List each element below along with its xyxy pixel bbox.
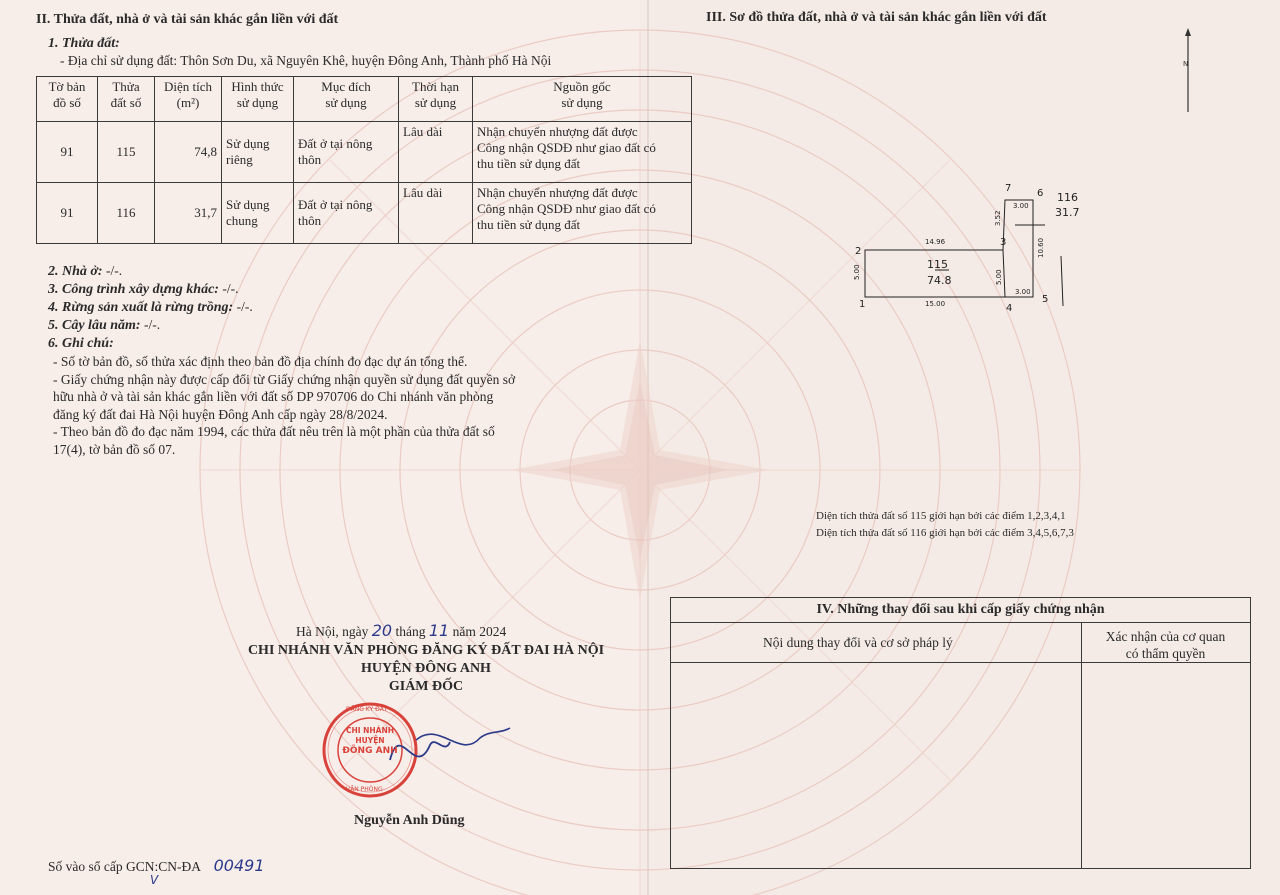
note-line: đăng ký đất đai Hà Nội huyện Đông Anh cấp ngày 28/8/2024. bbox=[53, 406, 388, 422]
dim-label: 3.52 bbox=[994, 210, 1002, 226]
cell-usage-term: Lâu dài bbox=[399, 122, 473, 183]
cell-area: 31,7 bbox=[155, 183, 222, 244]
dim-label: 15.00 bbox=[925, 300, 946, 308]
point-label: 1 bbox=[859, 299, 866, 310]
date-month: 11 bbox=[428, 621, 450, 640]
item-other-construction: 3. Công trình xây dựng khác: -/-. bbox=[48, 281, 239, 297]
plot-diagram bbox=[845, 180, 1085, 315]
cell-area: 74,8 bbox=[155, 122, 222, 183]
cell-map-sheet: 91 bbox=[37, 183, 98, 244]
dim-label: 5.00 bbox=[995, 269, 1003, 285]
stamp-ring-text-bottom: VĂN PHÒNG bbox=[346, 786, 383, 793]
dim-label: 3.00 bbox=[1013, 202, 1029, 210]
north-arrow-icon bbox=[1180, 28, 1196, 116]
note-line: - Theo bản đồ đo đạc năm 1994, các thửa đất nêu trên là một phần của thửa đất số bbox=[53, 424, 495, 439]
signer-name: Nguyễn Anh Dũng bbox=[354, 813, 465, 828]
office-title: GIÁM ĐỐC bbox=[388, 679, 464, 694]
land-address: - Địa chỉ sử dụng đất: Thôn Sơn Du, xã Nguyên Khê, huyện Đông Anh, Thành phố Hà Nội bbox=[60, 53, 552, 68]
cell-origin: Nhận chuyển nhượng đất được Công nhận QSDĐ như giao đất có thu tiền sử dụng đất bbox=[473, 183, 692, 244]
note-line: 17(4), tờ bản đồ số 07. bbox=[53, 441, 176, 457]
date-day: 20 bbox=[371, 621, 393, 640]
dim-label: 5.00 bbox=[853, 264, 861, 280]
signature-stroke bbox=[416, 728, 510, 745]
dim-label: 10.60 bbox=[1037, 237, 1045, 258]
point-label: 3 bbox=[1000, 237, 1007, 248]
cell-plot-number: 116 bbox=[98, 183, 155, 244]
land-plot-table bbox=[36, 76, 692, 244]
changes-header-divider bbox=[671, 662, 1250, 663]
header-usage-term: Thời hạn sử dụng bbox=[399, 77, 473, 122]
registry-number: Số vào sổ cấp GCN:CN-ĐA 00491 bbox=[48, 856, 265, 875]
header-origin: Nguồn gốc sử dụng bbox=[473, 77, 692, 122]
parcel-116-outline bbox=[1003, 200, 1033, 297]
item-house: 2. Nhà ở: -/-. bbox=[48, 263, 123, 279]
registry-mark: V bbox=[150, 873, 159, 887]
issuing-office bbox=[228, 642, 624, 696]
section-ii-title: II. Thửa đất, nhà ở và tài sản khác gắn liền với đất bbox=[36, 12, 339, 27]
note-line: hữu nhà ở và tài sản khác gắn liền với đất số DP 970706 do Chi nhánh văn phòng bbox=[53, 389, 494, 404]
diagram-captions bbox=[816, 508, 1074, 542]
changes-title: IV. Những thay đổi sau khi cấp giấy chứng nhận bbox=[671, 598, 1250, 623]
dim-label: 14.96 bbox=[925, 238, 946, 246]
note-line: - Số tờ bản đồ, số thửa xác định theo bản đồ địa chính đo đạc dự án tổng thể. bbox=[53, 354, 468, 369]
changes-col-content: Nội dung thay đổi và cơ sở pháp lý bbox=[763, 635, 953, 650]
notes-block bbox=[53, 353, 613, 458]
header-area: Diện tích (m²) bbox=[155, 77, 222, 122]
stamp-inner-text: CHI NHÁNH HUYỆN ĐÔNG ANH bbox=[342, 726, 398, 756]
cell-usage-form: Sử dụng riêng bbox=[222, 122, 294, 183]
office-line: CHI NHÁNH VĂN PHÒNG ĐĂNG KÝ ĐẤT ĐAI HÀ NỘI bbox=[247, 643, 605, 658]
parcel-116-area: 31.7 bbox=[1055, 206, 1080, 219]
cell-usage-term: Lâu dài bbox=[399, 183, 473, 244]
stamp-ring-text: ĐĂNG KÝ ĐẤT bbox=[346, 706, 388, 713]
changes-column-divider bbox=[1081, 623, 1082, 868]
cell-usage-purpose: Đất ở tại nông thôn bbox=[294, 183, 399, 244]
section-iii-title: III. Sơ đồ thửa đất, nhà ở và tài sản khác gắn liền với đất bbox=[706, 10, 1047, 25]
header-usage-purpose: Mục đích sử dụng bbox=[294, 77, 399, 122]
caption-116: Diện tích thửa đất số 116 giới hạn bởi các điểm 3,4,5,6,7,3 bbox=[816, 527, 1074, 539]
table-header-row bbox=[37, 77, 692, 122]
point-label: 4 bbox=[1006, 303, 1013, 314]
issue-date: Hà Nội, ngày 20 tháng 11 năm 2024 bbox=[296, 621, 507, 640]
cell-origin: Nhận chuyển nhượng đất được Công nhận QSDĐ như giao đất có thu tiền sử dụng đất bbox=[473, 122, 692, 183]
header-map-sheet: Tờ bản đồ số bbox=[37, 77, 98, 122]
cell-usage-purpose: Đất ở tại nông thôn bbox=[294, 122, 399, 183]
cell-plot-number: 115 bbox=[98, 122, 155, 183]
cell-map-sheet: 91 bbox=[37, 122, 98, 183]
property-items bbox=[48, 262, 253, 352]
item-planted-forest: 4. Rừng sản xuất là rừng trồng: -/-. bbox=[48, 299, 253, 315]
parcel-115-number: 115 bbox=[927, 258, 948, 271]
point-label: 7 bbox=[1005, 183, 1012, 194]
subsection-land-plot: 1. Thửa đất: bbox=[48, 36, 120, 51]
item-perennial-trees: 5. Cây lâu năm: -/-. bbox=[48, 317, 161, 333]
table-row bbox=[37, 183, 692, 244]
parcel-115-area: 74.8 bbox=[927, 274, 952, 287]
note-line: - Giấy chứng nhận này được cấp đổi từ Giấy chứng nhận quyền sử dụng đất quyền sở bbox=[53, 371, 516, 387]
parcel-116-number: 116 bbox=[1057, 191, 1078, 204]
dim-label: 3.00 bbox=[1015, 288, 1031, 296]
registry-handwritten-number: 00491 bbox=[213, 856, 265, 875]
table-row bbox=[37, 122, 692, 183]
point-label: 5 bbox=[1042, 294, 1049, 305]
cell-usage-form: Sử dụng chung bbox=[222, 183, 294, 244]
point-label: 2 bbox=[855, 246, 862, 257]
header-usage-form: Hình thức sử dụng bbox=[222, 77, 294, 122]
point-label: 6 bbox=[1037, 188, 1044, 199]
changes-table bbox=[670, 597, 1251, 869]
changes-col-confirmation: Xác nhận của cơ quan có thẩm quyền bbox=[1105, 629, 1226, 661]
header-plot-number: Thửa đất số bbox=[98, 77, 155, 122]
svg-text:N: N bbox=[1183, 60, 1189, 68]
office-line: HUYỆN ĐÔNG ANH bbox=[361, 661, 491, 676]
caption-115: Diện tích thửa đất số 115 giới hạn bởi các điểm 1,2,3,4,1 bbox=[816, 510, 1066, 522]
item-notes-label: 6. Ghi chú: bbox=[48, 336, 114, 351]
